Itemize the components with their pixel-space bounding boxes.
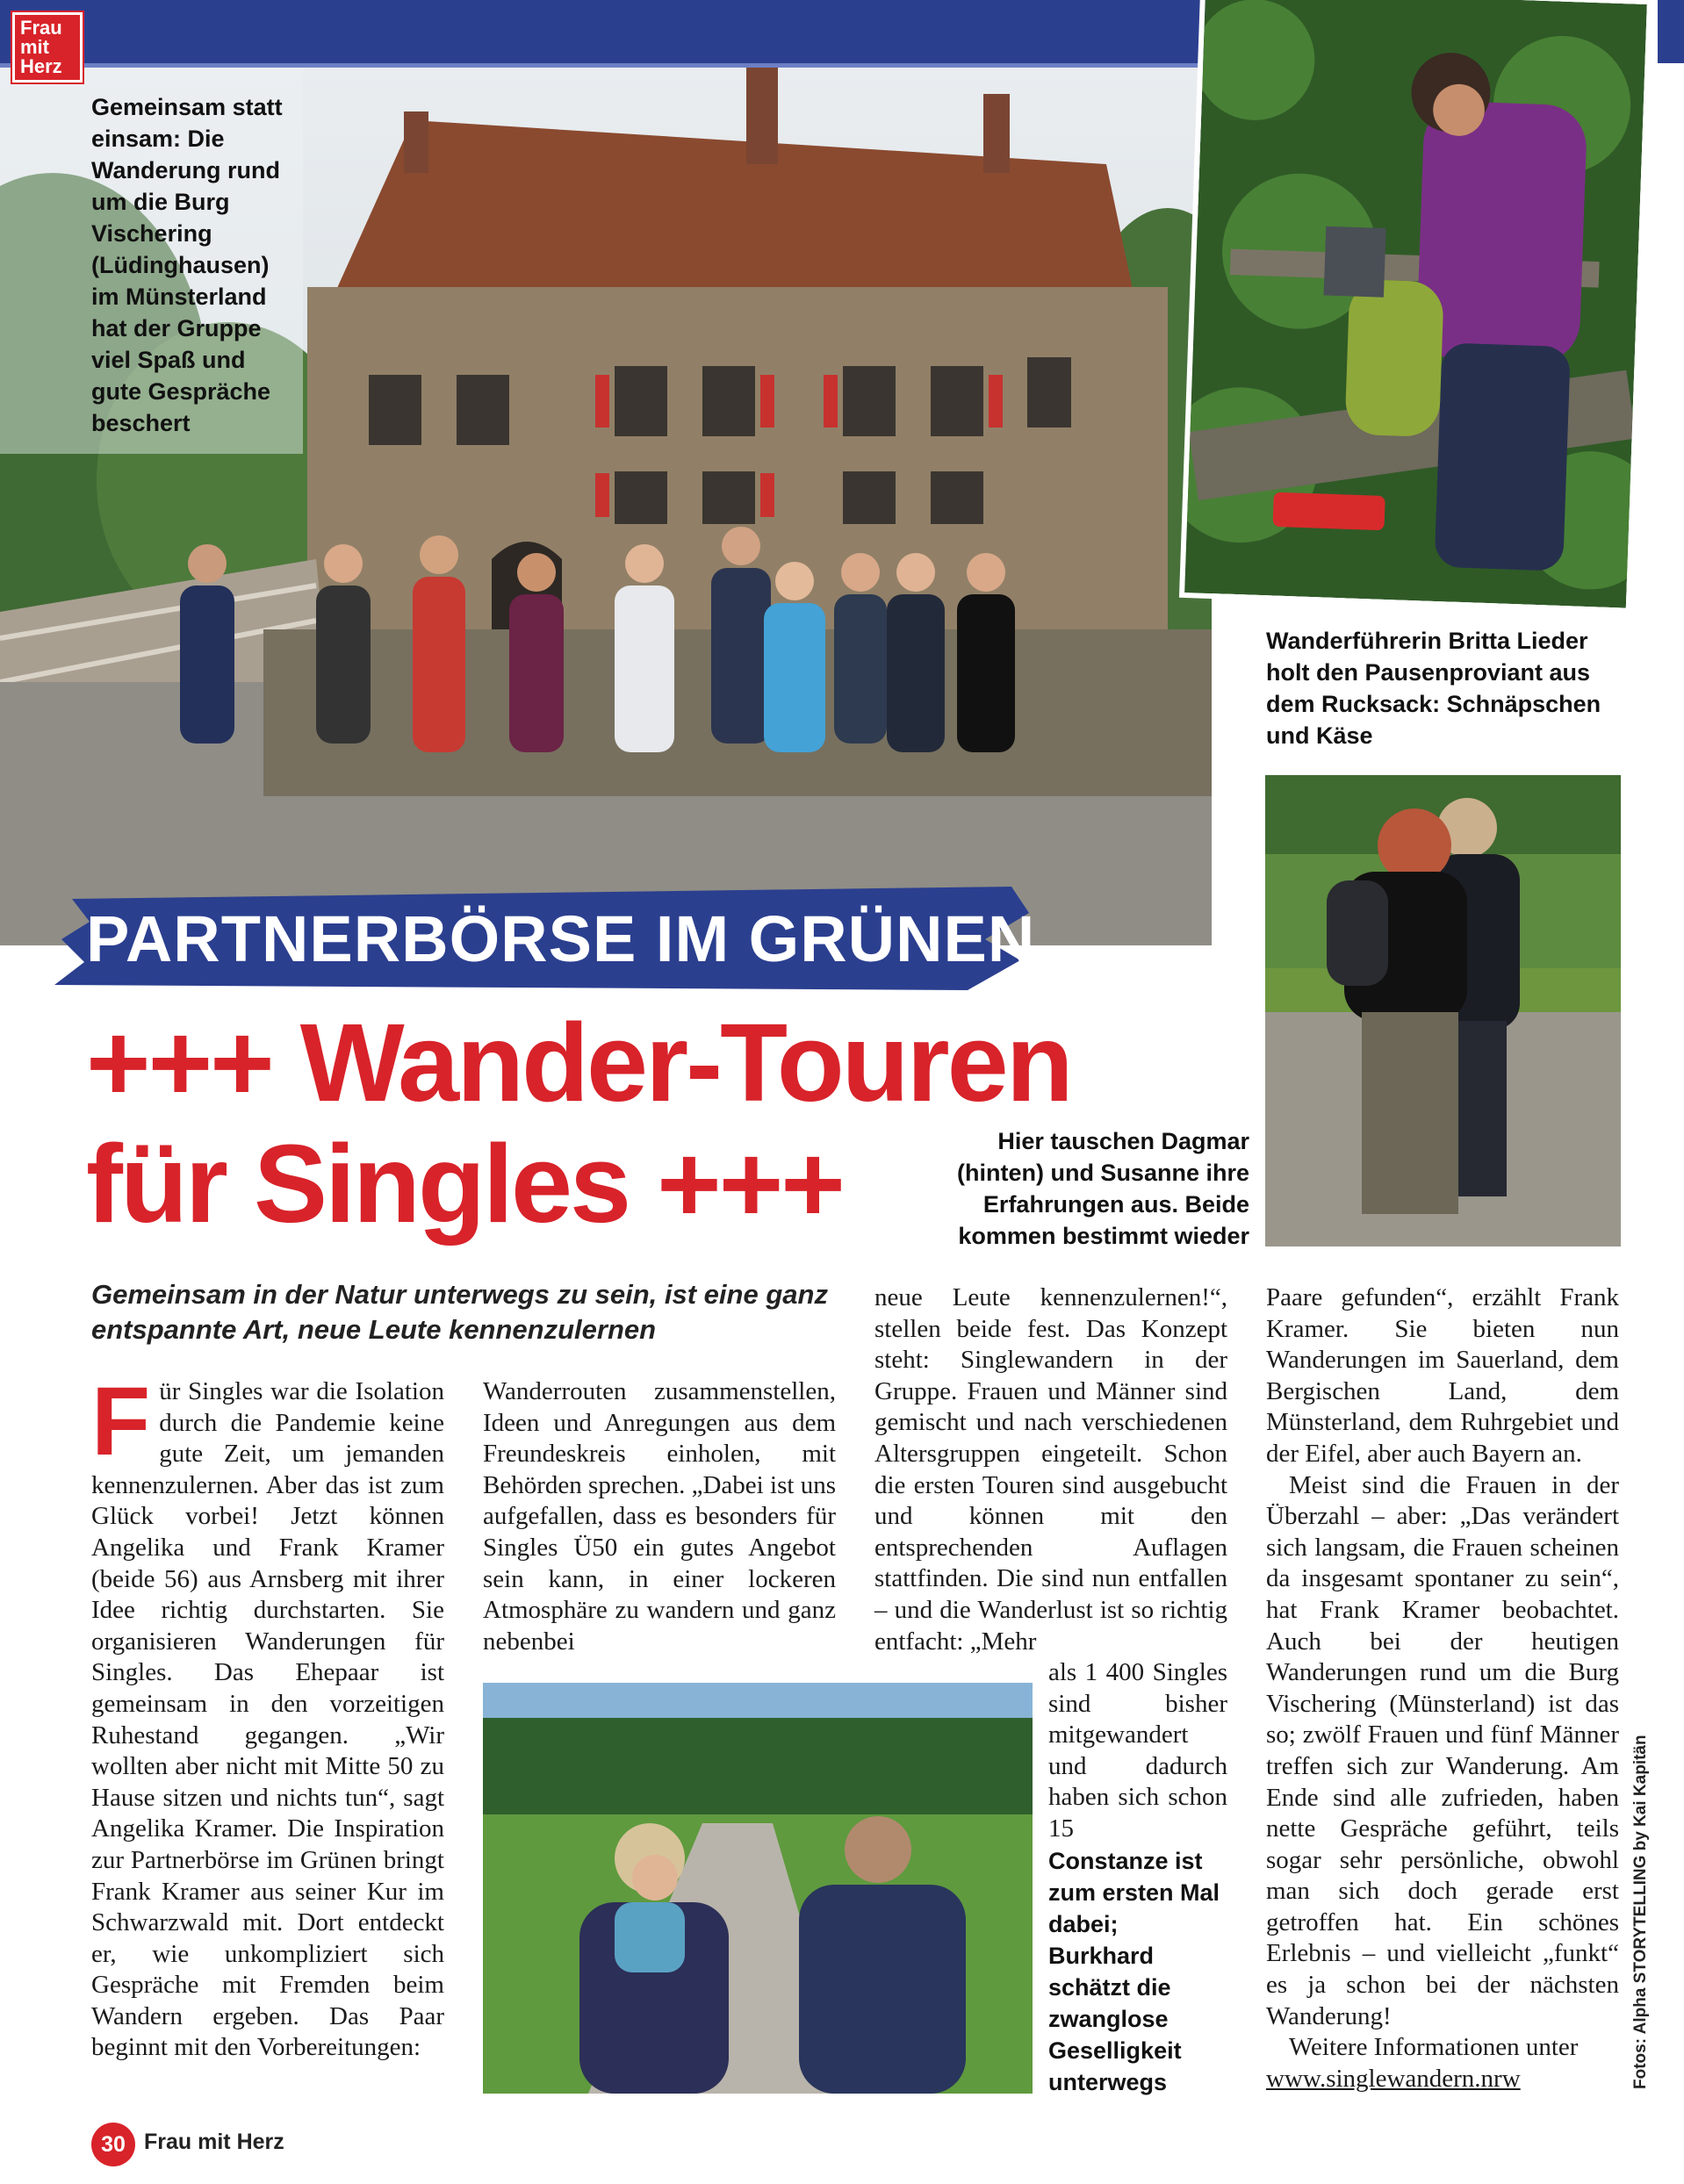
article-column-4 <box>1266 1282 1619 2094</box>
website-link[interactable]: www.singlewandern.nrw <box>1266 2064 1521 2093</box>
guide-photo <box>1179 0 1652 614</box>
photo-credit: Fotos: Alpha STORYTELLING by Kai Kapitän <box>1631 1735 1650 2089</box>
guide-photo-caption: Wanderführerin Britta Lieder holt den Pausenproviant aus dem Rucksack: Schnäpschen und Käse <box>1266 628 1601 749</box>
column-4-paragraph-1: Paare gefunden“, erzählt Frank Kramer. Sie bieten nun Wanderungen im Sauerland, dem Bergischen Land, dem Münsterland, dem Ruhrgebiet und der Eifel, aber auch Bayern an. <box>1266 1283 1619 1468</box>
walkers-photo-caption: Hier tauschen Dagmar (hinten) und Susanne ihre Erfahrungen aus. Beide kommen bestimmt wieder <box>956 1128 1249 1249</box>
column-4-paragraph-3: Weitere Informationen unter <box>1289 2033 1579 2062</box>
couple-photo-caption: Constanze ist zum ersten Mal dabei; Burkhard schätzt die zwanglose Geselligkeit unterwegs <box>1048 1848 1220 2095</box>
headline-line-1: +++ Wander-Touren <box>86 1001 1071 1124</box>
header-bar <box>0 0 1212 63</box>
article-column-3: neue Leute kennenzulernen!“, stellen beide fest. Das Konzept steht: Singlewandern in der Gruppe. Frauen und Männer sind gemischt und nach verschiedenen Altersgruppen eingeteilt. Schon die ersten Touren sind ausgebucht und können mit den entsprechenden Auflagen stattfinden. Die sind nun entfallen – und die Wanderlust ist so richtig entfacht: „Mehr <box>874 1283 1227 1656</box>
column-4-paragraph-2: Meist sind die Frauen in der Überzahl – aber: „Das verändert sich langsam, die Frauen scheinen da insgesamt spontaner zu sein“, hat Frank Kramer beobachtet. Auch bei der heutigen Wanderungen rund um die Burg Vischering (Münsterland) ist das so; zwölf Frauen und fünf Männer treffen sich zur Wanderung. Am Ende sind alle zufrieden, haben nette Gespräche geführt, teils sogar sehr persönliche, obwohl man sich doch gerade erst getroffen hat. Ein schönes Erlebnis – und vielleicht „funkt“ es ja schon bei der nächsten Wanderung! <box>1266 1470 1619 2030</box>
teaser: Gemeinsam in der Natur unterwegs zu sein, ist eine ganz entspannte Art, neue Leute kennenzulernen <box>91 1279 828 1345</box>
article-column-3-narrow: als 1 400 Singles sind bisher mitgewandert und dadurch haben sich schon 15 <box>1048 1658 1227 1843</box>
article-column-2: Wanderrouten zusammenstellen, Ideen und Anregungen aus dem Freundeskreis einholen, mit Behörden sprechen. „Dabei ist uns aufgefallen, dass es besonders für Singles Ü50 ein gutes Angebot sein kann, in einer lockeren Atmosphäre zu wandern und ganz nebenbei <box>483 1377 836 1656</box>
drop-cap: F <box>91 1368 151 1476</box>
couple-photo <box>483 1683 1033 2094</box>
headline-line-2: für Singles +++ <box>86 1122 843 1246</box>
kicker-title: PARTNERBÖRSE IM GRÜNEN <box>86 902 1036 975</box>
page-number: 30 <box>91 2123 135 2166</box>
walkers-photo <box>1265 775 1621 1246</box>
article-column-1 <box>91 1368 444 2064</box>
column-1-text: ür Singles war die Isolation durch die Pandemie keine gute Zeit, um jemanden kennenzulernen. Aber das ist zum Glück vorbei! Jetzt können Angelika und Frank Kramer (beide 56) aus Arnsberg mit ihrer Idee richtig durchstarten. Sie organisieren Wanderungen für Singles. Das Ehepaar ist gemeinsam in den vorzeitigen Ruhestand gegangen. „Wir wollten aber nicht mit Mitte 50 zu Hause sitzen und nichts tun“, sagt Angelika Kramer. Die Inspiration zur Partnerbörse im Grünen bringt Frank Kramer aus seiner Kur im Schwarzwald mit. Dort entdeckt er, wie unkompliziert sich Gespräche mit Fremden beim Wandern ergeben. Das Paar beginnt mit den Vorbereitungen: <box>91 1377 444 2062</box>
footer-magazine-name: Frau mit Herz <box>144 2130 284 2154</box>
magazine-logo: Frau mit Herz <box>12 12 83 83</box>
main-photo-caption: Gemeinsam statt einsam: Die Wanderung rund um die Burg Vischering (Lüdinghausen) im Münsterland hat der Gruppe viel Spaß und gute Gespräche beschert <box>91 94 283 436</box>
header-bar-right <box>1658 0 1684 63</box>
